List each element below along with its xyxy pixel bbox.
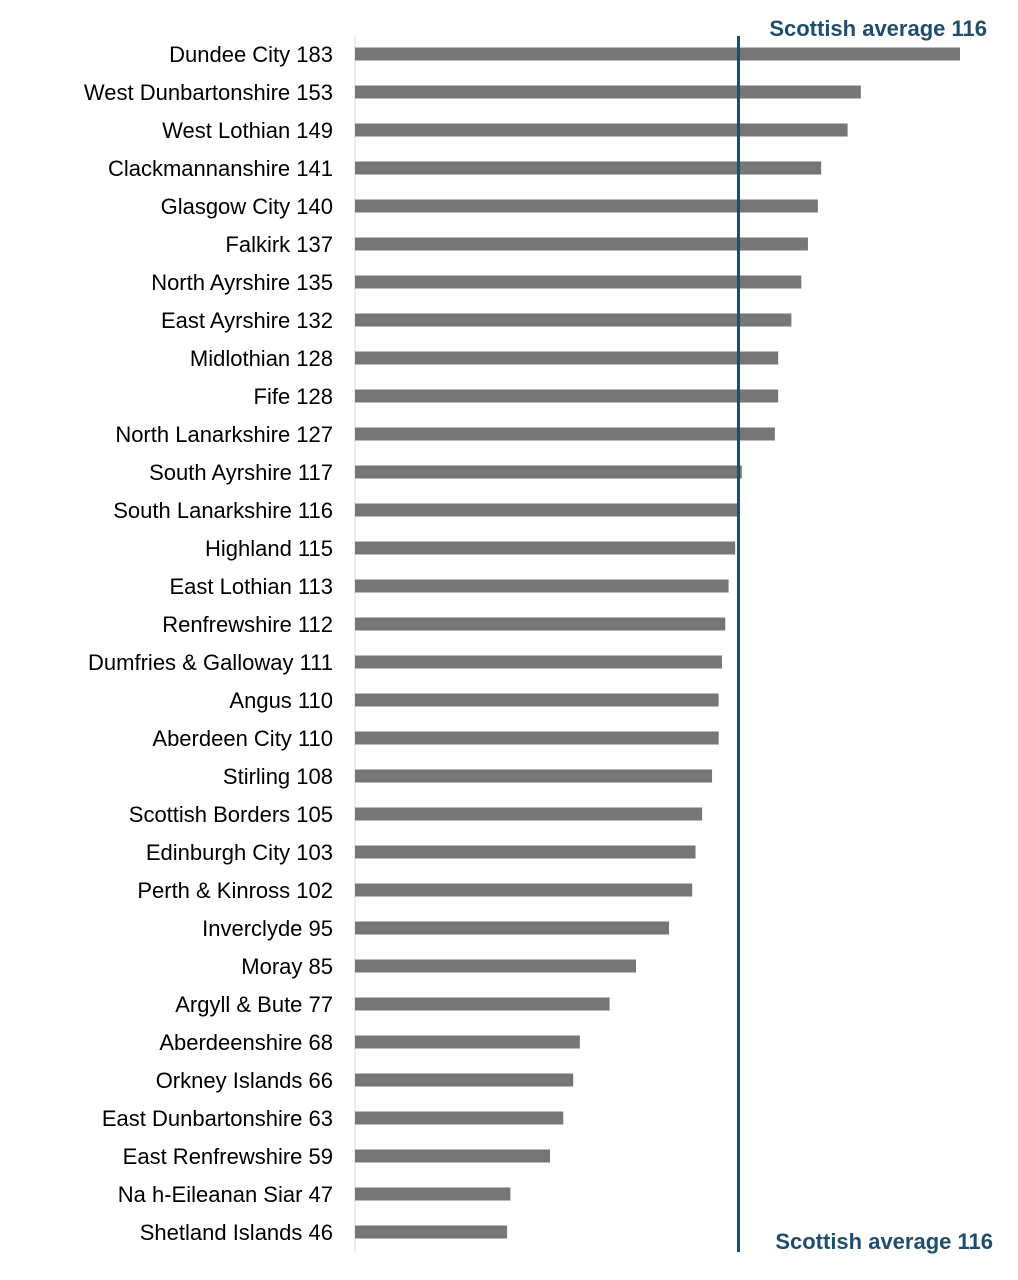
category-label: East Lothian 113 — [169, 574, 333, 599]
category-label: South Ayrshire 117 — [149, 460, 333, 485]
bar — [355, 276, 801, 289]
bar — [355, 1226, 507, 1239]
category-label: Dumfries & Galloway 111 — [88, 650, 333, 675]
category-label: Angus 110 — [229, 688, 333, 713]
category-label: Perth & Kinross 102 — [137, 878, 333, 903]
bar — [355, 732, 719, 745]
bar — [355, 542, 735, 555]
bar — [355, 314, 791, 327]
scottish-average-label-top: Scottish average 116 — [769, 16, 987, 41]
category-label: Aberdeen City 110 — [152, 726, 333, 751]
bar — [355, 1112, 563, 1125]
bar — [355, 770, 712, 783]
bar — [355, 580, 729, 593]
category-label: Clackmannanshire 141 — [107, 156, 333, 181]
bar — [355, 48, 960, 61]
category-label: Edinburgh City 103 — [145, 840, 333, 865]
bar — [355, 960, 636, 973]
bar — [355, 504, 738, 517]
category-label: Shetland Islands 46 — [139, 1220, 333, 1245]
bar — [355, 922, 669, 935]
bar — [355, 1074, 573, 1087]
category-label: East Ayrshire 132 — [160, 308, 333, 333]
bar — [355, 390, 778, 403]
bar — [355, 884, 692, 897]
category-label: Na h-Eileanan Siar 47 — [117, 1182, 333, 1207]
category-label: West Dunbartonshire 153 — [83, 80, 333, 105]
bar — [355, 846, 696, 859]
category-label: Inverclyde 95 — [202, 916, 333, 941]
category-label: Glasgow City 140 — [160, 194, 333, 219]
bars-group — [355, 48, 960, 1239]
category-label: Scottish Borders 105 — [128, 802, 333, 827]
category-label: Renfrewshire 112 — [162, 612, 333, 637]
category-label: Dundee City 183 — [169, 42, 333, 67]
bar — [355, 694, 719, 707]
category-label: South Lanarkshire 116 — [113, 498, 333, 523]
bar — [355, 124, 848, 137]
bar — [355, 998, 610, 1011]
category-label: East Renfrewshire 59 — [122, 1144, 333, 1169]
bar — [355, 1188, 510, 1201]
category-label: Stirling 108 — [222, 764, 333, 789]
bar — [355, 352, 778, 365]
category-label: Moray 85 — [241, 954, 333, 979]
category-label: East Dunbartonshire 63 — [101, 1106, 333, 1131]
bar — [355, 162, 821, 175]
category-label: West Lothian 149 — [162, 118, 333, 143]
category-label: Fife 128 — [253, 384, 333, 409]
category-label: Falkirk 137 — [225, 232, 333, 257]
bar — [355, 86, 861, 99]
scottish-average-label-bottom: Scottish average 116 — [775, 1229, 993, 1254]
bar — [355, 1036, 580, 1049]
bar — [355, 428, 775, 441]
category-label: North Lanarkshire 127 — [115, 422, 333, 447]
category-label: Argyll & Bute 77 — [175, 992, 333, 1017]
category-label: Highland 115 — [204, 536, 333, 561]
bar — [355, 618, 725, 631]
bar — [355, 808, 702, 821]
category-label: Orkney Islands 66 — [155, 1068, 333, 1093]
bar — [355, 656, 722, 669]
bar — [355, 1150, 550, 1163]
category-label: Aberdeenshire 68 — [159, 1030, 333, 1055]
bar — [355, 200, 818, 213]
category-label: North Ayrshire 135 — [151, 270, 333, 295]
bar — [355, 466, 742, 479]
category-labels-group — [84, 42, 333, 1245]
category-label: Midlothian 128 — [189, 346, 333, 371]
